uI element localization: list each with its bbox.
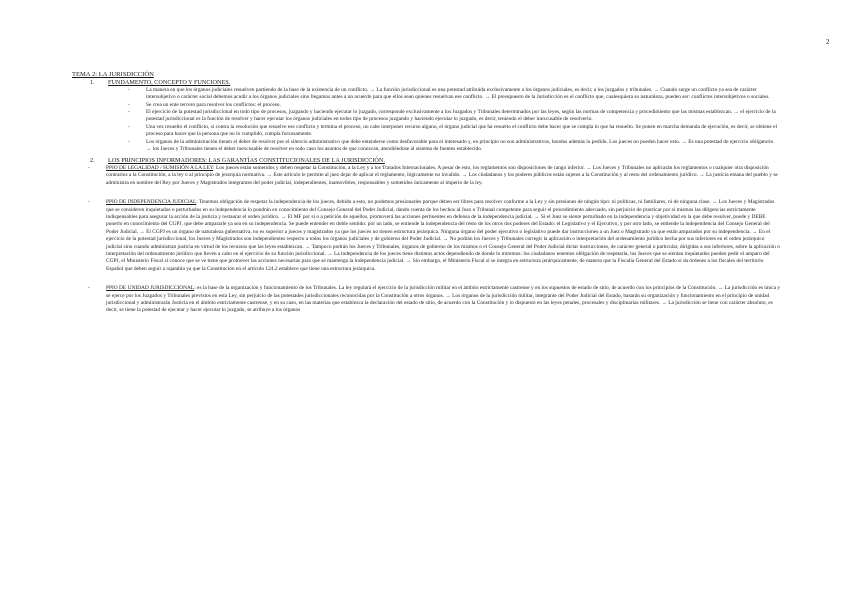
list-item: - El ejercicio de la potestad jurisdiccional en todo tipo de procesos, juzgando y haciendo ejecutar lo juzgado, corresponde exclusivamente a los Juzgados y Tribunales determinados por las leyes, según las normas de competencia y procedimiento que las mismas establezcan. → el ejercicio de la potestad jurisdiccional es la función de resolver y hacer ejecutar los órganos judiciales en todos tipo de procesos juzgando y haciendo ejecutar lo juzgado, es decir, teniendo el deber inexcusable de resolverlo. — [72, 109, 780, 124]
principle-legalidad — [72, 165, 780, 187]
section-1 — [72, 79, 780, 153]
section-2-title: LOS PRINCIPIOS INFORMADORES: LAS GARANTÍAS CONSTITUCIONALES DE LA JURISDICCIÓN. — [108, 157, 385, 165]
principle-text: : Tenemos obligación de respetar la independencia de los jueces, debido a esto, no podemos presionarles porque deben ser libres para resolver conforme a la Ley y sin presiones de ningún tipo: ni políticas, ni familiares, ni de ninguna clase. → Los Jueces y Magistrados que se consideren inquietados o perturbados en su independencia lo pondrán en conocimiento del Consejo General del Poder Judicial, dando cuenta de los hechos al Juez o Tribunal competente para seguir el procedimiento adecuado, sin perjuicio de practicar por sí mismos las diligencias estrictamente indispensables para asegurar la acción de la justicia y restaurar el orden jurídico. → El MF por sí o a petición de aquellos, promoverá las acciones pertinentes en defensa de la independencia judicial. → Si el Juez se siente perturbado en la independencia y objetividad en la que debe resolver, puede y DEBE ponerlo en conocimiento del CGPJ, que debe ampararle ya sea en su independencia. Se puede entender en doble sentido: por un lado, se entiende la independencia del resto de los otros dos poderes del Estado: el Legislativo y el Ejecutivo, y por otro lado, se entiende la independencia del Consejo General del Poder Judicial. → El CGPJ es un órgano de naturaleza gubernativa, no es superior a jueces y magistrados ya que los jueces no tienen estructura jerárquica. Ninguna órgano del poder ejecutivo o legislativo puede dar instrucciones a un Juez o Magistrado ya que están amparados por su independencia. → En el ejercicio de la potestad jurisdiccional, los Jueces y Magistrados son independientes respecto a todos los órganos judiciales y de gobierno del Poder Judicial. → No podrán los Jueces y Tribunales corregir la aplicación o interpretación del ordenamiento jurídico hecha por sus inferiores en el orden jerárquico judicial sino cuando administran justicia en virtud de los recursos que las leyes establezcan. → Tampoco podrán los Jueces y Tribunales, órganos de gobierno de los mismos o el Consejo General del Poder Judicial dictar instrucciones, de carácter general o particular, dirigidas a sus inferiores, sobre la aplicación o interpretación del ordenamiento jurídico que lleven a cabo en el ejercicio de su función jurisdiccional. → La independencia de los jueces tiene distintos actos dependiendo de donde lo miremos: los ciudadanos tenemos obligación de respetarla, los Jueces que se sientan inquietados pueden pedir el amparo del CGPJ, el Ministerio Fiscal sí conoce que se ve tiene que promover las acciones necesarias para que se mantenga la independencia judicial. → Sin embargo, el Ministerio Fiscal sí se integra en estructura jerárquicamente, de manera que la Fiscalía General del Estado sí da órdenes a los fiscales del territorio Español que deben seguir a rajatabla ya que la Constitución en el artículo 124.2 establece que tiene una estructura jerárquica. — [106, 199, 780, 272]
principle-name: PPIO DE INDEPENDENCIA JUDICIAL — [106, 199, 197, 206]
document-body — [72, 71, 780, 315]
section-1-title: FUNDAMENTO, CONCEPTO Y FUNCIONES. — [108, 79, 231, 87]
document-title: TEMA 2: LA JURISDICCIÓN — [72, 71, 154, 78]
principle-name: PPIO DE UNIDAD JURISDICCIONAL — [106, 285, 195, 292]
principle-text: : es la base de la organización y funcionamiento de los Tribunales. La ley regulará el ejercicio de la jurisdicción militar en el ámbito estrictamente castrense y en los supuestos de estado de sitio, de acuerdo con los principios de la Constitución. → La jurisdicción es única y se ejerce por los Juzgados y Tribunales previstos en esta Ley, sin perjuicio de las potestades jurisdiccionales reconocidas por la Constitución a otros órganos. → Los órganos de la jurisdicción militar, integrante del Poder Judicial del Estado, basarán su organización y funcionamiento en el principio de unidad jurisdiccional y administrarán Justicia en el ámbito estrictamente castrense, y en su caso, en las materias que establezca la declaración del estado de sitio, de acuerdo con la Constitución y lo dispuesto en las leyes penales, procesales y disciplinarias militares. → La jurisdicción se tiene con carácter absoluto, es decir, se tiene la potestad de ejecutar y hacer ejecutar lo juzgado, se atribuye a los órganos — [106, 285, 781, 314]
list-item: - Los órganos de la administración tienen el deber de resolver por el silencio administrativo que debe entenderse como desfavorable para el interesado y, en principio no son administrativos, hondos además lo pedido. Los jueces no pueden hacer esto. → Es una potestad de ejercicio obligatorio → los Jueces y Tribunales tienen el deber inexcusable de resolver en todo caso los asuntos de que conozcan, atendiéndose al sistema de fuentes establecido. — [72, 139, 780, 154]
principle-name: PPIO DE LEGALIDAD / SUMISIÓN A LA LEY — [106, 164, 214, 171]
section-2-heading — [72, 157, 780, 164]
principle-independencia — [72, 199, 780, 273]
principle-unidad — [72, 285, 780, 315]
page-number: 2 — [826, 38, 830, 46]
section-1-bullet-list — [72, 87, 780, 154]
list-item: - Una vez resuelto el conflicto, si contra la resolución que resuelve ese conflicto y termina el proceso, no cabe interponer recurso alguno, el órgano judicial que ha resuelto el conflicto debe hacer que se cumpla lo que ha resuelto. Se ponen en marcha demanda de ejecución, es decir, se obtiene el proceso para hacer que la persona que no lo cumplido, cumpla forzosamente. — [72, 124, 780, 139]
list-item: - Se crea un ente tercero para resolver los conflictos: el proceso. — [72, 102, 780, 109]
section-2 — [72, 157, 780, 314]
section-2-number: 2. — [90, 157, 95, 165]
section-1-number: 1. — [90, 79, 95, 87]
principle-text: : Los jueces están sometidos y deben respetar la Constitución, a la Ley y a los Tratados Internacionales. A pesar de esto, los reglamentos son disposiciones de rango inferior. → Los Jueces y Tribunales no aplicarán los reglamentos o cualquier otra disposición contrarios a la Constitución, a la ley o al principio de jerarquía normativa. → Este artículo le permite al juez dejar de aplicar el reglamento, lógicamente no invalido. → Los ciudadanos y los poderes públicos están sujetos a la Constitución y al resto del ordenamiento jurídico. → La justicia emana del pueblo y se administra en nombre del Rey por Jueces y Magistrados integrantes del poder judicial, independientes, inamovibles, responsables y sometidos únicamente al imperio de la ley. — [106, 164, 778, 186]
section-1-heading — [72, 79, 780, 86]
list-item: - La manera en que los órganos judiciales resuelven partiendo de la base de la existencia de un conflicto. → La función jurisdiccional es una potestad atribuida exclusivamente a los órganos judiciales, es decir, a los juzgados y tribunales. → Cuando surge un conflicto ya sea de carácter intersubjetivo o carácter social debemos acudir a los órganos judiciales sino llegamos antes a un acuerdo para que ellos sean quienes resuelvan ese conflicto. → El presupuesto de la Jurisdicción es el conflicto que, cualesquiera su naturaleza, pueden ser: conflictos intersubjetivos o sociales. — [72, 87, 780, 102]
